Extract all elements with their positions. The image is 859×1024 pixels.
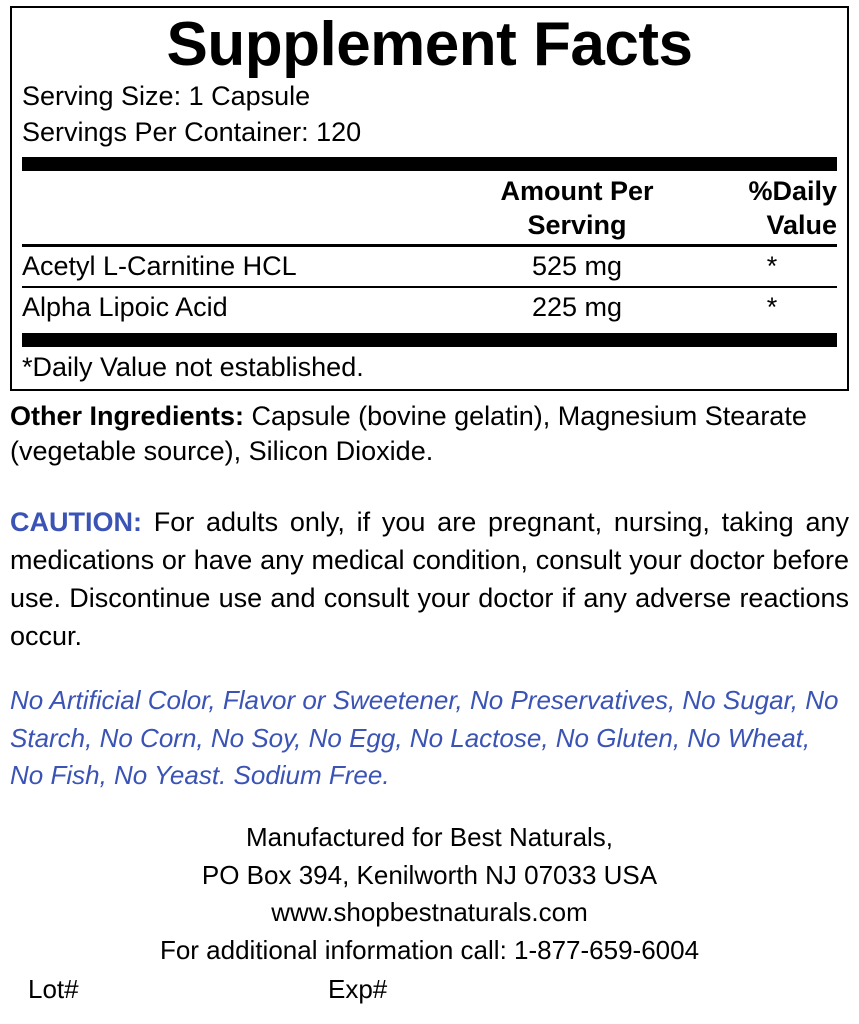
supplement-facts-panel [10,6,849,391]
serving-size: Serving Size: 1 Capsule [22,81,311,112]
servings-per-container: Servings Per Container: 120 [22,117,362,147]
caution-statement [10,503,849,656]
table-header-dv-line1: %Daily [748,175,837,206]
nutrient-daily-value: * [766,251,778,282]
manufacturer-name: Manufactured for Best Naturals, [245,821,614,852]
lot-label: Lot# [28,973,79,1004]
nutrient-name: Acetyl L-Carnitine HCL [22,251,297,282]
divider-thick-bottom [22,333,837,347]
table-header-amount [447,175,707,243]
other-ingredients-label: Other Ingredients: [10,401,245,432]
manufacturer-website: www.shopbestnaturals.com [271,897,588,928]
nutrient-name: Alpha Lipoic Acid [22,292,228,323]
divider-thick-top [22,157,837,171]
daily-value-footnote: *Daily Value not established. [22,352,364,383]
page-title: Supplement Facts [166,10,693,79]
table-header-dv-line2: Value [766,209,837,240]
table-header-row [22,171,837,245]
table-row [22,288,837,327]
nutrient-daily-value: * [766,292,778,323]
table-header-daily-value [707,175,837,243]
manufacturer-block [10,819,849,970]
manufacturer-phone: For additional information call: 1-877-659-6004 [159,934,700,965]
nutrient-amount: 525 mg [531,251,623,282]
lot-exp-row [10,974,849,1005]
table-header-amount-line1: Amount Per [500,175,654,206]
caution-label: CAUTION: [10,506,142,537]
other-ingredients [10,399,849,468]
manufacturer-address: PO Box 394, Kenilworth NJ 07033 USA [201,859,658,890]
exp-label: Exp# [328,973,388,1004]
free-from-claims: No Artificial Color, Flavor or Sweetener, No Preservatives, No Sugar, No Starch, No Corn, No Soy, No Egg, No Lactose, No Gluten, No Wheat, No Fish, No Yeast. Sodium Free. [10,684,839,791]
table-row [22,247,837,286]
other-ingredients-text: Capsule (bovine gelatin), Magnesium Stearate (vegetable source), Silicon Dioxide. [10,401,807,466]
table-header-amount-line2: Serving [527,209,627,240]
caution-text: For adults only, if you are pregnant, nursing, taking any medications or have any medical condition, consult your doctor before use. Discontinue use and consult your doctor if any adverse reactions occur. [10,506,849,652]
nutrient-amount: 225 mg [531,292,623,323]
